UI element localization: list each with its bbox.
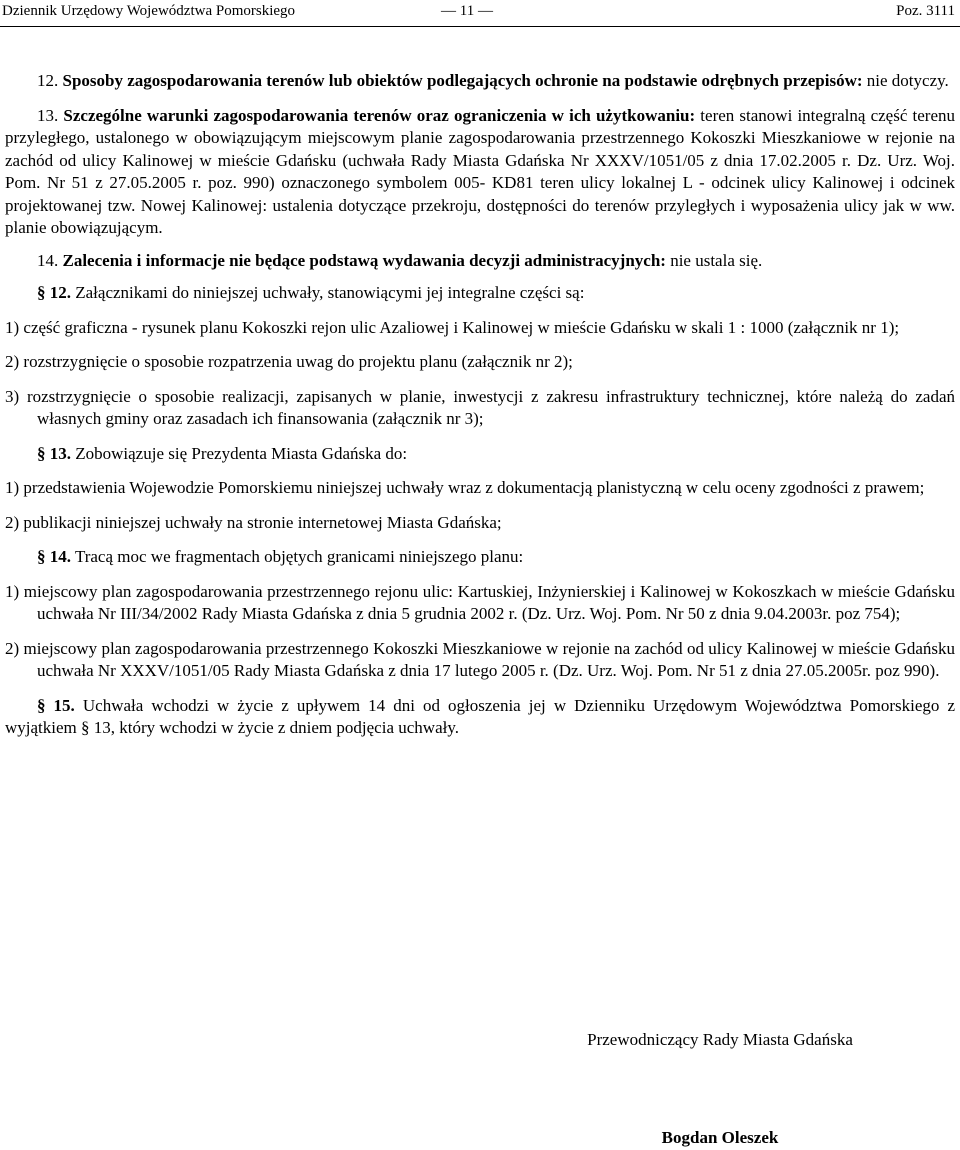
section-12-item-3: 3) rozstrzygnięcie o sposobie realizacji, zapisanych w planie, inwestycji z zakresu infrastruktury technicznej, które należą do zadań własnych gminy oraz zasadach ich finansowania (załącznik nr 3);: [5, 386, 955, 428]
journal-title: Dziennik Urzędowy Województwa Pomorskiego: [2, 3, 296, 19]
section-14-item-1: 1) miejscowy plan zagospodarowania przestrzennego rejonu ulic: Kartuskiej, Inżynierskiej i Kalinowej w Kokoszkach w mieście Gdańsku uchwała Nr III/34/2002 Rady Miasta Gdańska z dnia 5 grudnia 2002 r. (Dz. Urz. Woj. Pom. Nr 50 z dnia 9.04.2003r. poz 754);: [5, 581, 955, 623]
document-body: [5, 70, 955, 740]
section-13-number: § 13.: [37, 443, 71, 463]
section-13-item-2: 2) publikacji niniejszej uchwały na stronie internetowej Miasta Gdańska;: [5, 512, 502, 532]
point-13-text: teren stanowi integralną część terenu przyległego, ustalonego w obowiązującym miejscowym planie zagospodarowania przestrzennego Kokoszki Mieszkaniowe w rejonie na zachód od ulicy Kalinowej w mieście Gdańsku (uchwała Rady Miasta Gdańska Nr XXXV/1051/05 z dnia 17.02.2005 r. Dz. Urz. Woj. Pom. Nr 51 z 27.05.2005 r. poz. 990) oznaczonego symbolem 005- KD81 teren ulicy lokalnej L - odcinek ulicy Kalinowej i odcinek projektowanej tzw. Nowej Kalinowej: ustalenia dotyczące przekroju, dostępności do terenów przyległych i wyposażenia ulicy jak w ww. planie obowiązującym.: [5, 105, 955, 237]
section-13-text: Zobowiązuje się Prezydenta Miasta Gdańska do:: [71, 443, 408, 463]
page-number: — 11 —: [441, 3, 493, 19]
section-12: [5, 282, 955, 305]
point-13: [5, 105, 955, 240]
signature-title: Przewodniczący Rady Miasta Gdańska: [587, 1030, 853, 1049]
point-14: [5, 250, 955, 273]
section-15-number: § 15.: [37, 695, 75, 715]
section-13: [5, 443, 955, 466]
point-12-text: nie dotyczy.: [862, 71, 949, 90]
section-14-item-2: 2) miejscowy plan zagospodarowania przestrzennego Kokoszki Mieszkaniowe w rejonie na zachód od ulicy Kalinowej w mieście Gdańsku uchwała Nr XXXV/1051/05 Rady Miasta Gdańska z dnia 17 lutego 2005 r. (Dz. Urz. Woj. Pom. Nr 51 z dnia 27.05.2005r. poz 990).: [5, 638, 955, 680]
point-14-number: 14.: [37, 250, 63, 270]
section-14-number: § 14.: [37, 547, 71, 566]
point-12-number: 12.: [37, 71, 63, 90]
point-13-number: 13.: [37, 105, 64, 125]
section-12-item-2: 2) rozstrzygnięcie o sposobie rozpatrzenia uwag do projektu planu (załącznik nr 2);: [5, 352, 573, 371]
section-14-text: Tracą moc we fragmentach objętych granicami niniejszego planu:: [71, 547, 524, 566]
point-12-heading: Sposoby zagospodarowania terenów lub obiektów podlegających ochronie na podstawie odrębnych przepisów:: [62, 71, 863, 90]
point-14-heading: Zalecenia i informacje nie będące podstawą wydawania decyzji administracyjnych:: [62, 250, 666, 270]
section-13-item-1: 1) przedstawienia Wojewodzie Pomorskiemu niniejszej uchwały wraz z dokumentacją planistyczną w celu oceny zgodności z prawem;: [5, 478, 925, 497]
point-12: [5, 70, 955, 93]
section-14: [5, 546, 955, 569]
section-15-text: Uchwała wchodzi w życie z upływem 14 dni od ogłoszenia jej w Dzienniku Urzędowym Województwa Pomorskiego z wyjątkiem § 13, który wchodzi w życie z dniem podjęcia uchwały.: [5, 695, 955, 737]
section-12-number: § 12.: [37, 283, 71, 302]
section-12-text: Załącznikami do niniejszej uchwały, stanowiącymi jej integralne części są:: [71, 283, 585, 302]
position-number: Poz. 3111: [896, 3, 955, 19]
signature-name: Bogdan Oleszek: [661, 1128, 779, 1147]
section-15: [5, 695, 955, 740]
page-header: [0, 0, 960, 27]
point-13-heading: Szczególne warunki zagospodarowania terenów oraz ograniczenia w ich użytkowaniu:: [63, 105, 696, 125]
section-12-item-1: 1) część graficzna - rysunek planu Kokoszki rejon ulic Azaliowej i Kalinowej w mieście Gdańsku w skali 1 : 1000 (załącznik nr 1);: [5, 317, 900, 337]
point-14-text: nie ustala się.: [665, 250, 763, 270]
